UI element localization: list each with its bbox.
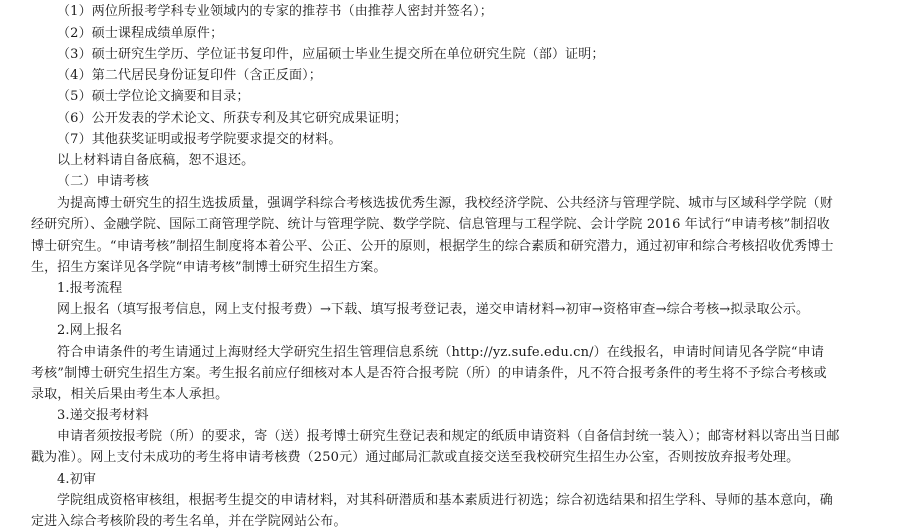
material-item-5: （5）硕士学位论文摘要和目录； (57, 89, 250, 105)
material-item-2: （2）硕士课程成绩单原件； (57, 25, 224, 41)
section-heading: （二）申请考核 (57, 174, 150, 190)
subsection-4-line-1: 学院组成资格审核组，根据考生提交的申请材料，对其科研潜质和基本素质进行初选；综合初选结果和招生学科、导师的基本意向，确 (57, 492, 833, 508)
subsection-title-3: 3.递交报考材料 (57, 408, 149, 424)
subsection-4-line-2: 定进入综合考核阶段的考生名单，并在学院网站公布。 (31, 514, 347, 529)
intro-line-2: 经研究所）、金融学院、国际工商管理学院、统计与管理学院、数学学院、信息管理与工程学院、会计学院 2016 年试行“申请考核”制招收 (31, 217, 830, 233)
subsection-2-line-1: 符合申请条件的考生请通过上海财经大学研究生招生管理信息系统（http://yz.sufe.edu.cn/）在线报名，申请时间请见各学院“申请 (57, 344, 824, 360)
subsection-2-line-2: 考核”制博士研究生招生方案。考生报名前应仔细核对本人是否符合报考院（所）的申请条件，凡不符合报考条件的考生将不予综合考核或 (31, 365, 827, 381)
materials-note: 以上材料请自备底稿，恕不退还。 (57, 152, 255, 168)
subsection-title-2: 2.网上报名 (57, 323, 123, 339)
subsection-title-4: 4.初审 (57, 471, 97, 487)
subsection-title-1: 1.报考流程 (57, 280, 123, 296)
subsection-1-line-1: 网上报名（填写报考信息，网上支付报考费）→下载、填写报考登记表，递交申请材料→初审→资格审查→综合考核→拟录取公示。 (57, 302, 810, 318)
material-item-1: （1）两位所报考学科专业领域内的专家的推荐书（由推荐人密封并签名）； (57, 3, 493, 19)
subsection-3-line-2: 戳为准）。网上支付未成功的考生将申请考核费（250元）通过邮局汇款或直接交送至我校研究生招生办公室，否则按放弃报考处理。 (31, 450, 800, 466)
material-item-6: （6）公开发表的学术论文、所获专利及其它研究成果证明； (57, 110, 408, 126)
material-item-7: （7）其他获奖证明或报考学院要求提交的材料。 (57, 131, 342, 147)
material-item-4: （4）第二代居民身份证复印件（含正反面）； (57, 68, 322, 84)
intro-line-3: 博士研究生。“申请考核”制招生制度将本着公平、公正、公开的原则，根据学生的综合素质和研究潜力，通过初审和综合考核招收优秀博士 (31, 238, 834, 254)
material-item-3: （3）硕士研究生学历、学位证书复印件，应届硕士毕业生提交所在单位研究生院（部）证明； (57, 46, 605, 62)
subsection-2-line-3: 录取，相关后果由考生本人承担。 (31, 386, 229, 402)
subsection-3-line-1: 申请者须按报考院（所）的要求，寄（送）报考博士研究生登记表和规定的纸质申请资料（自备信封统一装入）；邮寄材料以寄出当日邮 (57, 429, 840, 445)
intro-line-1: 为提高博士研究生的招生选拔质量，强调学科综合考核选拔优秀生源，我校经济学院、公共经济与管理学院、城市与区域科学学院（财 (57, 196, 833, 212)
intro-line-4: 生，招生方案详见各学院“申请考核”制博士研究生招生方案。 (31, 259, 387, 275)
